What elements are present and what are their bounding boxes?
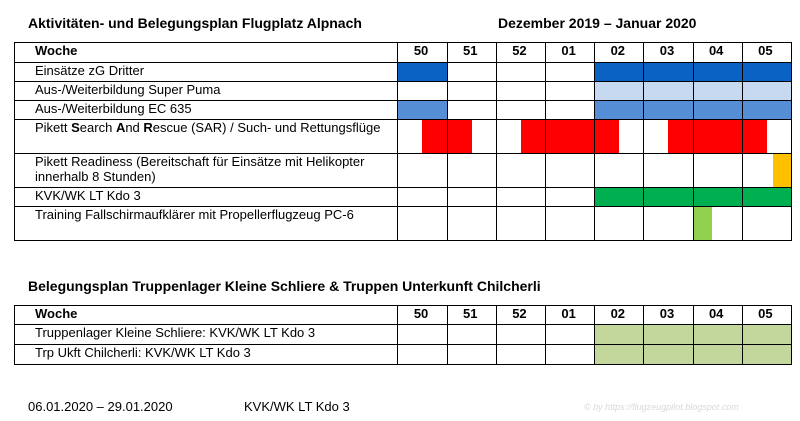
week-cell [644, 120, 693, 154]
week-cell [496, 154, 545, 188]
schedule-bar [694, 120, 742, 153]
watermark: © by https://flugzeugpilot.blogspot.com [584, 402, 739, 412]
plan1-activity-label: Einsätze zG Dritter [15, 63, 398, 82]
week-cell [496, 325, 545, 345]
week-cell [742, 82, 791, 101]
plan1-activity-row [15, 120, 792, 154]
schedule-bar [644, 101, 692, 119]
week-cell [644, 325, 693, 345]
week-cell [693, 207, 742, 241]
week-cell [546, 154, 595, 188]
plan1-week-header: 50 [398, 43, 447, 63]
schedule-bar [743, 82, 791, 100]
plan2-accommodation-label: Trp Ukft Chilcherli: KVK/WK LT Kdo 3 [15, 345, 398, 365]
plan1-week-header: 04 [693, 43, 742, 63]
schedule-bar [644, 345, 692, 364]
week-cell [496, 207, 545, 241]
week-cell [693, 188, 742, 207]
week-cell [496, 188, 545, 207]
schedule-bar [694, 325, 742, 344]
week-cell [742, 63, 791, 82]
activity-plan-table [14, 42, 792, 241]
week-cell [742, 120, 791, 154]
plan2-title: Belegungsplan Truppenlager Kleine Schliere & Truppen Unterkunft Chilcherli [28, 278, 541, 294]
schedule-bar [422, 120, 446, 153]
schedule-bar [694, 82, 742, 100]
schedule-bar [448, 120, 472, 153]
week-cell [398, 82, 447, 101]
week-cell [693, 154, 742, 188]
week-cell [496, 82, 545, 101]
plan2-week-header: 50 [398, 306, 447, 325]
plan1-week-header-label: Woche [15, 43, 398, 63]
week-cell [693, 325, 742, 345]
week-cell [595, 345, 644, 365]
week-cell [644, 63, 693, 82]
schedule-bar [743, 325, 791, 344]
schedule-bar [743, 101, 791, 119]
week-cell [595, 101, 644, 120]
schedule-bar [773, 154, 791, 187]
week-cell [398, 207, 447, 241]
schedule-bar [546, 120, 594, 153]
schedule-bar [521, 120, 545, 153]
schedule-bar [644, 63, 692, 81]
week-cell [496, 120, 545, 154]
schedule-bar [668, 120, 692, 153]
plan2-week-header-row [15, 306, 792, 325]
week-cell [546, 63, 595, 82]
week-cell [742, 154, 791, 188]
plan1-activity-row [15, 154, 792, 188]
schedule-bar [398, 63, 446, 81]
week-cell [546, 188, 595, 207]
week-cell [496, 63, 545, 82]
week-cell [496, 101, 545, 120]
schedule-bar [644, 82, 692, 100]
schedule-bar [595, 63, 643, 81]
schedule-bar [743, 120, 767, 153]
week-cell [742, 188, 791, 207]
accommodation-plan-table [14, 305, 792, 365]
schedule-bar [595, 82, 643, 100]
week-cell [546, 101, 595, 120]
week-cell [644, 154, 693, 188]
week-cell [447, 101, 496, 120]
schedule-bar [694, 345, 742, 364]
week-cell [398, 101, 447, 120]
footer-unit: KVK/WK LT Kdo 3 [244, 399, 350, 414]
week-cell [546, 82, 595, 101]
week-cell [447, 207, 496, 241]
plan1-week-header: 02 [595, 43, 644, 63]
plan2-accommodation-label: Truppenlager Kleine Schliere: KVK/WK LT Kdo 3 [15, 325, 398, 345]
plan1-activity-label: Aus-/Weiterbildung Super Puma [15, 82, 398, 101]
schedule-bar [743, 63, 791, 81]
week-cell [595, 188, 644, 207]
plan1-title: Aktivitäten- und Belegungsplan Flugplatz Alpnach [28, 15, 362, 31]
week-cell [447, 325, 496, 345]
week-cell [595, 82, 644, 101]
week-cell [447, 63, 496, 82]
week-cell [398, 154, 447, 188]
week-cell [595, 154, 644, 188]
plan1-week-header: 05 [742, 43, 791, 63]
week-cell [693, 82, 742, 101]
plan1-activity-row [15, 207, 792, 241]
plan1-week-header: 52 [496, 43, 545, 63]
week-cell [742, 101, 791, 120]
week-cell [447, 154, 496, 188]
week-cell [742, 207, 791, 241]
plan1-activity-label: Pikett Search And Rescue (SAR) / Such- und Rettungsflüge [15, 120, 398, 154]
week-cell [447, 188, 496, 207]
week-cell [644, 345, 693, 365]
schedule-bar [694, 101, 742, 119]
week-cell [546, 345, 595, 365]
week-cell [595, 325, 644, 345]
week-cell [693, 63, 742, 82]
schedule-bar [644, 188, 692, 206]
plan1-activity-label: KVK/WK LT Kdo 3 [15, 188, 398, 207]
week-cell [398, 325, 447, 345]
plan2-week-header: 04 [693, 306, 742, 325]
plan1-activity-label: Aus-/Weiterbildung EC 635 [15, 101, 398, 120]
week-cell [398, 188, 447, 207]
week-cell [644, 82, 693, 101]
schedule-bar [398, 101, 446, 119]
week-cell [546, 120, 595, 154]
week-cell [546, 207, 595, 241]
schedule-bar [743, 345, 791, 364]
week-cell [644, 207, 693, 241]
week-cell [595, 120, 644, 154]
week-cell [447, 120, 496, 154]
plan2-week-header: 03 [644, 306, 693, 325]
week-cell [398, 120, 447, 154]
week-cell [742, 325, 791, 345]
schedule-bar [595, 345, 643, 364]
plan1-week-header-row [15, 43, 792, 63]
week-cell [447, 345, 496, 365]
week-cell [644, 101, 693, 120]
schedule-bar [694, 188, 742, 206]
plan1-week-header: 51 [447, 43, 496, 63]
schedule-bar [595, 120, 619, 153]
week-cell [693, 120, 742, 154]
plan2-week-header: 51 [447, 306, 496, 325]
footer-dates: 06.01.2020 – 29.01.2020 [28, 399, 173, 414]
plan2-week-header: 01 [546, 306, 595, 325]
plan2-accommodation-row [15, 325, 792, 345]
plan1-activity-row [15, 101, 792, 120]
week-cell [644, 188, 693, 207]
week-cell [742, 345, 791, 365]
schedule-bar [644, 325, 692, 344]
week-cell [447, 82, 496, 101]
plan2-accommodation-row [15, 345, 792, 365]
plan2-week-header: 02 [595, 306, 644, 325]
plan1-activity-label: Pikett Readiness (Bereitschaft für Einsätze mit Helikopter innerhalb 8 Stunden) [15, 154, 398, 188]
week-cell [595, 63, 644, 82]
plan1-activity-row [15, 63, 792, 82]
schedule-bar [694, 207, 712, 240]
schedule-bar [595, 101, 643, 119]
plan1-activity-label: Training Fallschirmaufklärer mit Propellerflugzeug PC-6 [15, 207, 398, 241]
plan1-period: Dezember 2019 – Januar 2020 [498, 15, 697, 31]
week-cell [496, 345, 545, 365]
plan1-activity-row [15, 82, 792, 101]
week-cell [693, 345, 742, 365]
week-cell [595, 207, 644, 241]
week-cell [693, 101, 742, 120]
schedule-bar [694, 63, 742, 81]
schedule-bar [743, 188, 791, 206]
plan2-week-header: 52 [496, 306, 545, 325]
plan2-week-header: 05 [742, 306, 791, 325]
plan1-activity-row [15, 188, 792, 207]
plan1-week-header: 01 [546, 43, 595, 63]
week-cell [546, 325, 595, 345]
week-cell [398, 345, 447, 365]
schedule-bar [595, 325, 643, 344]
schedule-bar [595, 188, 643, 206]
plan2-week-header-label: Woche [15, 306, 398, 325]
week-cell [398, 63, 447, 82]
plan1-week-header: 03 [644, 43, 693, 63]
